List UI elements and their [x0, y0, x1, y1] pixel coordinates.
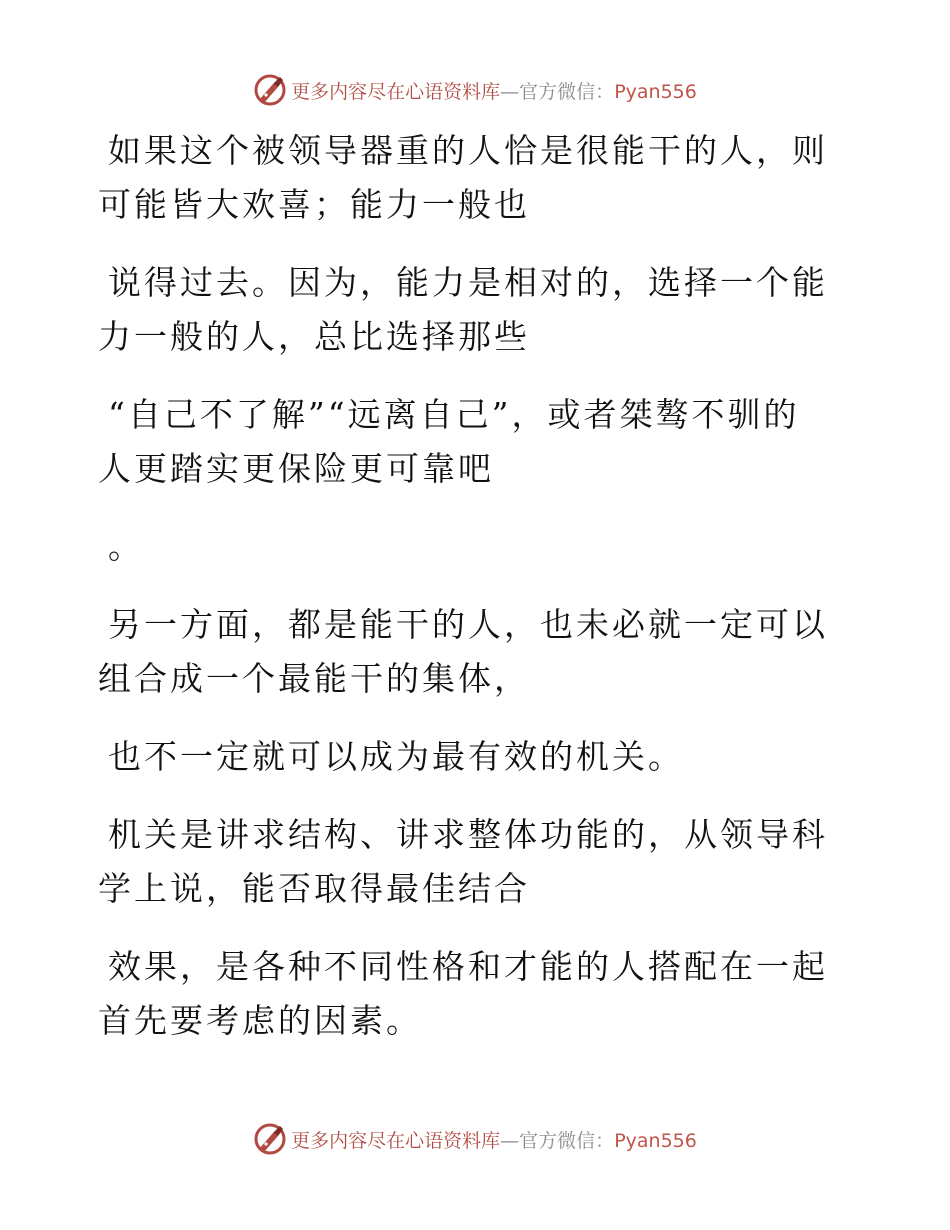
- pen-logo-icon: [253, 1122, 287, 1156]
- paragraph-2: 说得过去。因为，能力是相对的，选择一个能力一般的人，总比选择那些: [98, 263, 828, 356]
- header-banner-main: 更多内容尽在心语资料库: [291, 80, 501, 103]
- pen-logo-icon: [253, 73, 287, 107]
- footer-banner-id: Pyan556: [614, 1129, 697, 1152]
- paragraph-4: 。: [108, 527, 144, 566]
- document-body: [98, 124, 828, 1072]
- header-banner-text: [291, 77, 697, 104]
- paragraph-1: 如果这个被领导器重的人恰是很能干的人，则可能皆大欢喜；能力一般也: [98, 131, 828, 224]
- footer-banner: [0, 1119, 950, 1159]
- footer-banner-dash: —: [500, 1129, 520, 1152]
- header-banner-id: Pyan556: [614, 80, 697, 103]
- header-banner: [0, 70, 950, 110]
- paragraph-8: 效果，是各种不同性格和才能的人搭配在一起首先要考虑的因素。: [98, 947, 828, 1040]
- footer-banner-label: 官方微信：: [519, 1129, 615, 1152]
- paragraph-3: “自己不了解”“远离自己”，或者桀骜不驯的人更踏实更保险更可靠吧: [98, 395, 800, 488]
- paragraph-5: 另一方面，都是能干的人，也未必就一定可以组合成一个最能干的集体，: [98, 605, 828, 698]
- header-banner-dash: —: [500, 80, 520, 103]
- footer-banner-text: [291, 1126, 697, 1153]
- footer-banner-main: 更多内容尽在心语资料库: [291, 1129, 501, 1152]
- header-banner-label: 官方微信：: [519, 80, 615, 103]
- paragraph-6: 也不一定就可以成为最有效的机关。: [108, 737, 684, 776]
- paragraph-7: 机关是讲求结构、讲求整体功能的，从领导科学上说，能否取得最佳结合: [98, 815, 828, 908]
